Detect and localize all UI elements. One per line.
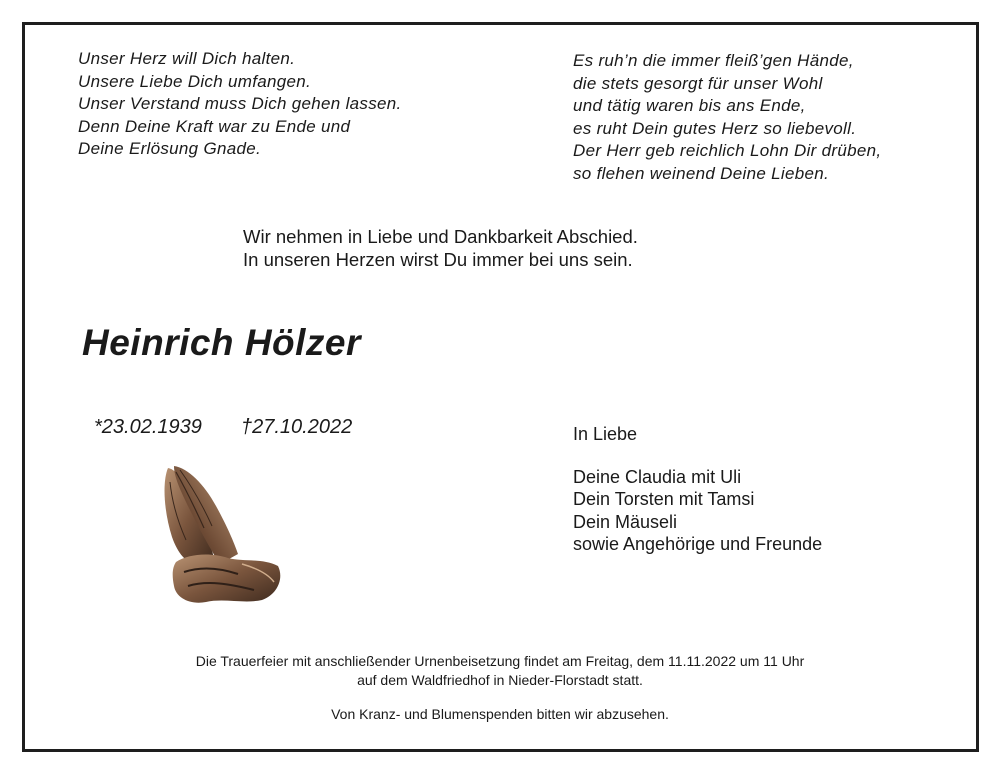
farewell-message	[243, 225, 638, 271]
farewell-line: Wir nehmen in Liebe und Dankbarkeit Abschied.	[243, 226, 638, 247]
poem-right-line: Der Herr geb reichlich Lohn Dir drüben,	[573, 141, 882, 160]
death-date: †27.10.2022	[241, 416, 353, 438]
poem-left-line: Deine Erlösung Gnade.	[78, 139, 262, 158]
mourner-line: Deine Claudia mit Uli	[573, 466, 742, 487]
poem-left-line: Denn Deine Kraft war zu Ende und	[78, 116, 351, 136]
birth-date: *23.02.1939	[94, 416, 202, 438]
mourner-line: sowie Angehörige und Freunde	[573, 534, 823, 554]
farewell-line: In unseren Herzen wirst Du immer bei uns sein.	[243, 249, 633, 270]
spacer	[573, 446, 822, 466]
poem-right	[573, 50, 881, 185]
deceased-name: Heinrich Hölzer	[82, 322, 361, 363]
mourners-intro: In Liebe	[573, 424, 638, 444]
poem-right-line: die stets gesorgt für unser Wohl	[573, 73, 823, 93]
flowers-note: Von Kranz- und Blumenspenden bitten wir abzusehen.	[331, 706, 669, 722]
mourner-line: Dein Torsten mit Tamsi	[573, 489, 755, 509]
poem-left	[78, 48, 402, 161]
ceremony-notice	[0, 652, 1000, 690]
praying-hands-icon	[158, 462, 286, 607]
poem-left-line: Unser Herz will Dich halten.	[78, 49, 296, 68]
mourners-block	[573, 423, 822, 556]
poem-left-line: Unser Verstand muss Dich gehen lassen.	[78, 94, 402, 113]
ceremony-line: auf dem Waldfriedhof in Nieder-Florstadt statt.	[357, 672, 643, 688]
poem-right-line: und tätig waren bis ans Ende,	[573, 96, 806, 115]
ceremony-line: Die Trauerfeier mit anschließender Urnenbeisetzung findet am Freitag, dem 11.11.2022 um 11 Uhr	[195, 653, 805, 669]
poem-left-line: Unsere Liebe Dich umfangen.	[78, 71, 312, 91]
poem-right-line: Es ruh’n die immer fleiß’gen Hände,	[573, 51, 854, 70]
poem-right-line: es ruht Dein gutes Herz so liebevoll.	[573, 118, 857, 138]
mourner-line: Dein Mäuseli	[573, 511, 678, 532]
poem-right-line: so flehen weinend Deine Lieben.	[573, 163, 829, 183]
